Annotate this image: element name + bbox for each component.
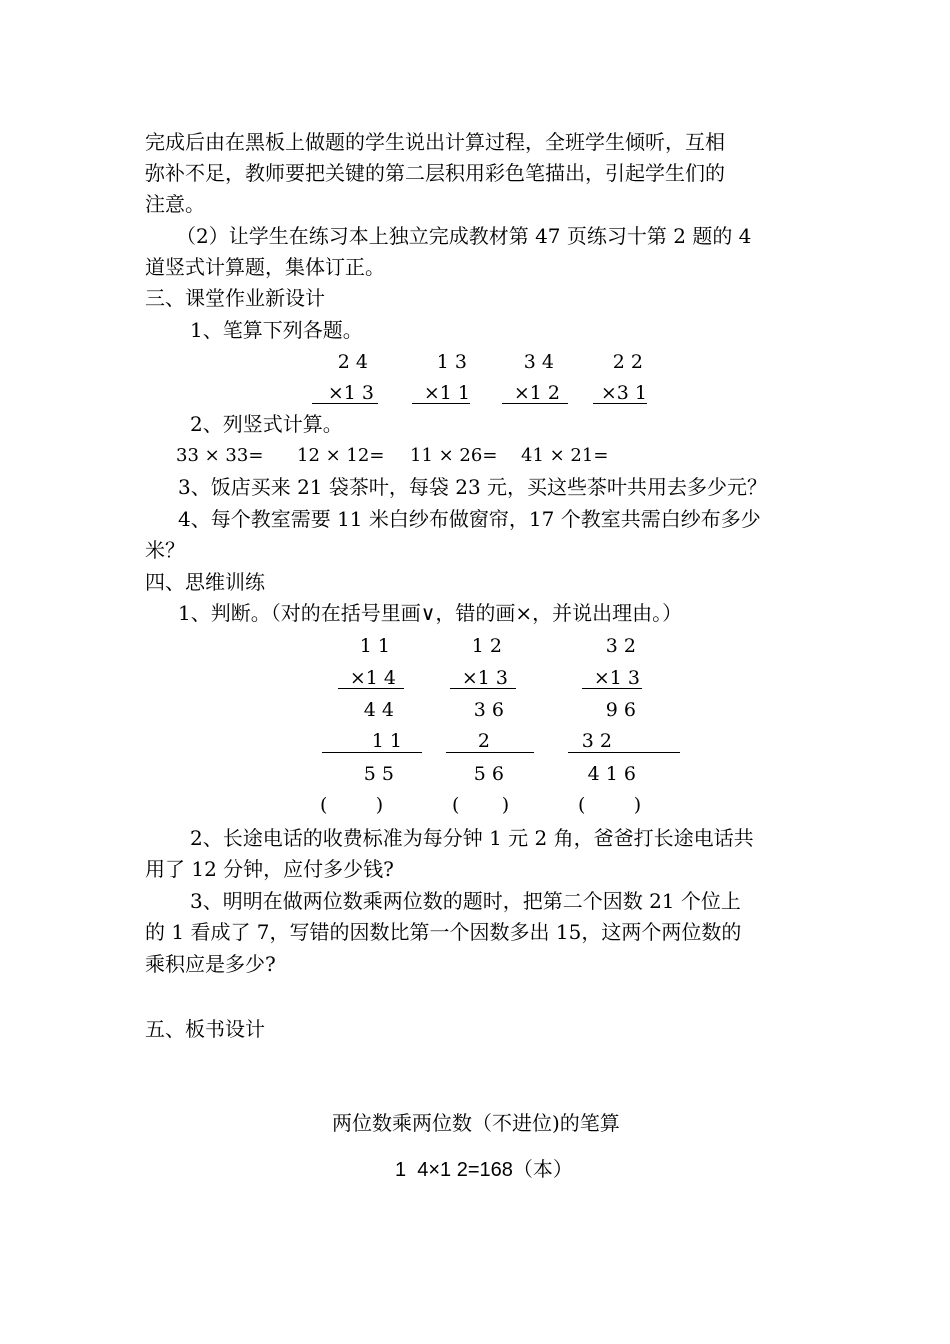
- problem-bottom: ×1 1: [423, 382, 470, 404]
- calc-item: 41 × 21=: [521, 445, 609, 466]
- judge-rule: [322, 752, 422, 753]
- board-title: 两位数乘两位数（不进位)的笔算: [332, 1111, 620, 1135]
- section-heading: 五、板书设计: [145, 1017, 265, 1041]
- paragraph-line: 道竖式计算题，集体订正。: [145, 255, 385, 279]
- judge-rule: [338, 688, 404, 689]
- problem-bottom: ×1 2: [513, 382, 560, 404]
- judge-partial: 2: [477, 730, 490, 752]
- answer-parentheses[interactable]: ( ): [320, 794, 384, 816]
- question-label: 2、列竖式计算。: [190, 412, 343, 436]
- problem-bottom: ×1 3: [327, 382, 374, 404]
- paragraph-line: （2）让学生在练习本上独立完成教材第 47 页练习十第 2 题的 4: [176, 224, 752, 248]
- problem-rule: [412, 403, 470, 404]
- answer-parentheses[interactable]: ( ): [578, 794, 642, 816]
- answer-parentheses[interactable]: ( ): [452, 794, 510, 816]
- judge-factor: 1 2: [471, 635, 502, 657]
- judge-factor: ×1 4: [349, 667, 396, 689]
- paragraph-line: 弥补不足，教师要把关键的第二层积用彩色笔描出，引起学生们的: [145, 161, 725, 185]
- judge-factor: 3 2: [605, 635, 636, 657]
- judge-sum: 4 1 6: [587, 763, 636, 785]
- question-label: 1、判断。（对的在括号里画∨，错的画×，并说出理由。）: [178, 601, 683, 625]
- question-label: 4、每个教室需要 11 米白纱布做窗帘，17 个教室共需白纱布多少: [178, 507, 761, 531]
- calc-item: 11 × 26=: [410, 445, 498, 466]
- judge-rule: [582, 688, 642, 689]
- problem-top: 1 3: [436, 351, 467, 373]
- problem-top: 2 4: [337, 351, 368, 373]
- paragraph-line: 注意。: [145, 192, 205, 216]
- judge-factor: ×1 3: [461, 667, 508, 689]
- problem-bottom: ×3 1: [600, 382, 647, 404]
- judge-sum: 5 6: [473, 763, 504, 785]
- paragraph-line: 完成后由在黑板上做题的学生说出计算过程，全班学生倾听，互相: [145, 130, 725, 154]
- judge-rule: [446, 752, 534, 753]
- judge-sum: 5 5: [363, 763, 394, 785]
- problem-top: 2 2: [612, 351, 643, 373]
- question-label: 乘积应是多少?: [145, 952, 276, 976]
- judge-factor: 1 1: [359, 635, 390, 657]
- board-formula: 1 4×1 2=168（本）: [395, 1159, 573, 1181]
- problem-rule: [312, 403, 378, 404]
- problem-top: 3 4: [523, 351, 554, 373]
- judge-factor: ×1 3: [593, 667, 640, 689]
- question-label: 用了 12 分钟，应付多少钱?: [145, 857, 394, 881]
- section-heading: 四、思维训练: [145, 570, 265, 594]
- section-heading: 三、课堂作业新设计: [145, 286, 325, 310]
- question-label: 米？: [145, 538, 185, 562]
- judge-rule: [568, 752, 680, 753]
- question-label: 2、长途电话的收费标准为每分钟 1 元 2 角，爸爸打长途电话共: [190, 826, 754, 850]
- problem-rule: [593, 403, 647, 404]
- judge-rule: [450, 688, 516, 689]
- question-label: 的 1 看成了 7，写错的因数比第一个因数多出 15，这两个两位数的: [145, 920, 742, 944]
- question-label: 3、饭店买来 21 袋茶叶，每袋 23 元，买这些茶叶共用去多少元？: [178, 475, 768, 499]
- question-label: 1、笔算下列各题。: [190, 318, 363, 342]
- judge-partial: 1 1: [371, 730, 402, 752]
- judge-partial: 3 2: [581, 730, 612, 752]
- judge-partial: 3 6: [473, 699, 504, 721]
- problem-rule: [502, 403, 568, 404]
- calc-item: 33 × 33=: [176, 445, 264, 466]
- judge-partial: 4 4: [363, 699, 394, 721]
- judge-partial: 9 6: [605, 699, 636, 721]
- question-label: 3、明明在做两位数乘两位数的题时，把第二个因数 21 个位上: [190, 889, 741, 913]
- calc-item: 12 × 12=: [297, 445, 385, 466]
